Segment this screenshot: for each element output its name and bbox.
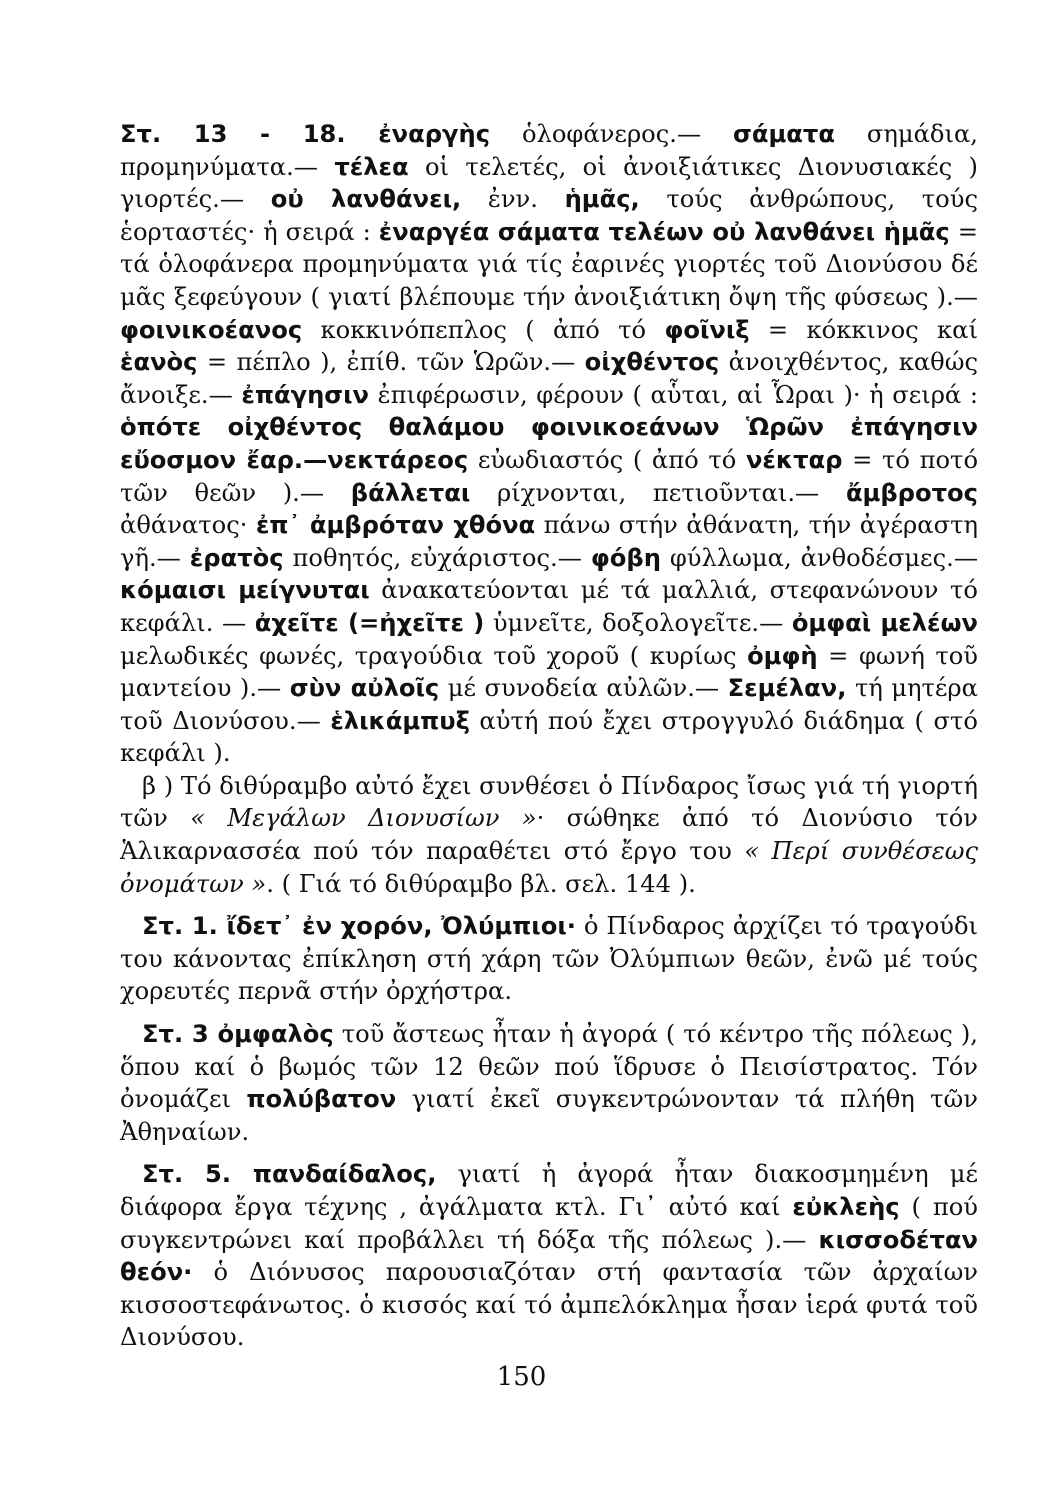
gloss-text: · σώθηκε ἀπό τό Διονύσιο τόν Ἁλικαρνασσέα πού τόν παραθέτει στό ἔργο του — [120, 804, 979, 866]
lemma: ἐναργὴς — [378, 120, 491, 148]
line-reference: Στ. 3 — [142, 1020, 218, 1049]
gloss-text: ἀνοιχθέντος, καθώς ἄνοιξε.— — [120, 348, 978, 409]
paragraph — [120, 910, 978, 1008]
lemma: ἑανὸς — [120, 348, 198, 377]
gloss-text: ( πού συγκεντρώνει καί προβάλλει τή δόξα τῆς πόλεως ).— — [120, 1193, 978, 1254]
gloss-text: ὁ Πίνδαρος ἀρχίζει τό τραγούδι του κάνοντας ἐπίκληση στή χάρη τῶν Ὀλύμπιων θεῶν, ἐνῶ μέ τούς χορευτές περνᾶ στήν ὀρχήστρα. — [120, 912, 979, 1006]
lemma: ἡμᾶς, — [564, 185, 640, 214]
gloss-text: ὑμνεῖτε, δοξολογεῖτε.— — [484, 608, 792, 637]
gloss-text: πάνω στήν ἀθάνατη, τήν ἀγέραστη γῆ.— — [120, 511, 978, 572]
lemma: φόβη — [590, 543, 661, 572]
gloss-text: ὁ Διόνυσος παρουσιαζόταν στή φαντασία τῶν ἀρχαίων κισσοστεφάνωτος. ὁ κισσός καί τό ἀμπελόκλημα ἦσαν ἱερά φυτά τοῦ Διονύσου. — [120, 1258, 978, 1352]
lemma: Σεμέλαν, — [727, 674, 847, 703]
gloss-text: τή μητέρα τοῦ Διονύσου.— — [120, 674, 978, 735]
gloss-text: = φωνή τοῦ μαντείου ).— — [120, 641, 979, 703]
paragraph — [120, 118, 978, 770]
gloss-text: ἐπιφέρωσιν, φέρουν ( αὗται, αἱ Ὧραι )· ἡ σειρά : — [369, 380, 978, 409]
gloss-text: σημάδια, προμηνύματα.— — [120, 120, 978, 181]
lemma: οἰχθέντος — [584, 348, 720, 377]
gloss-text: ἀνακατεύονται μέ τά μαλλιά, στεφανώνουν τό κεφάλι. — — [120, 576, 978, 637]
lemma: ὀμφαλὸς — [217, 1020, 334, 1049]
line-reference: Στ. 1. — [142, 912, 227, 941]
lemma: εὐκλεὴς — [792, 1193, 900, 1221]
lemma: ἄμβροτος — [845, 478, 978, 507]
gloss-text: ποθητός, εὐχάριστος.— — [283, 543, 591, 572]
gloss-text: αὐτή πού ἔχει στρογγυλό διάδημα ( στό κεφάλι ). — [120, 706, 978, 768]
lemma: ἀχεῖτε (=ἠχεῖτε ) — [254, 608, 485, 637]
title-citation: « Περί συνθέσεως ὀνομάτων » — [120, 837, 978, 898]
gloss-text: οἱ τελετές, οἱ ἀνοιξιάτικες Διονυσιακές ) γιορτές.— — [120, 152, 978, 214]
lemma: ἐπ᾽ ἀμβρόταν χθόνα — [255, 511, 536, 540]
line-reference: Στ. 5. — [142, 1160, 253, 1189]
lemma: ὀμφὴ — [747, 641, 818, 670]
gloss-text: φύλλωμα, ἀνθοδέσμες.— — [660, 543, 979, 572]
lemma: ἐπάγησιν — [241, 380, 370, 409]
lemma: κόμαισι μείγνυται — [120, 576, 370, 605]
gloss-text: κοκκινόπεπλος ( ἀπό τό — [302, 315, 665, 344]
gloss-text: μελωδικές φωνές, τραγούδια τοῦ χοροῦ ( κυρίως — [120, 641, 748, 670]
gloss-text: ἀθάνατος· — [120, 511, 256, 540]
gloss-text: ὁλοφάνερος.— — [490, 120, 734, 148]
lemma: ἑλικάμπυξ — [330, 706, 470, 735]
lemma: ὁπότε οἰχθέντος θαλάμου φοινικοεάνων Ὡρῶν ἐπάγησιν εὔοσμον ἔαρ.—νεκτάρεος — [120, 413, 978, 474]
lemma: ὀμφαὶ μελέων — [791, 608, 978, 637]
paragraph — [120, 1018, 978, 1148]
gloss-text: τούς ἀνθρώπους, τούς ἑορταστές· ἡ σειρά : — [120, 185, 978, 246]
gloss-text: μέ συνοδεία αὐλῶν.— — [439, 674, 728, 703]
gloss-text: τοῦ ἄστεως ἦταν ἡ ἀγορά ( τό κέντρο τῆς πόλεως ), ὅπου καί ὁ βωμός τῶν 12 θεῶν πού ἵδρυσε ὁ Πεισίστρατος. Τόν ὀνομάζει — [120, 1020, 978, 1114]
lemma: πολύβατον — [246, 1085, 397, 1114]
gloss-text: β ) Τό διθύραμβο αὐτό ἔχει συνθέσει ὁ Πίνδαρος ἴσως γιά τή γιορτή τῶν — [120, 771, 978, 833]
lemma: φοῖνιξ — [664, 315, 750, 344]
lemma: πανδαίδαλος, — [252, 1160, 437, 1189]
gloss-text: ἐνν. — [461, 185, 565, 214]
gloss-text: = πέπλο ), ἐπίθ. τῶν Ὡρῶν.— — [197, 348, 585, 377]
gloss-text: = τό ποτό τῶν θεῶν ).— — [120, 445, 979, 507]
gloss-text: ρίχνονται, πετιοῦνται.— — [470, 478, 846, 507]
gloss-text: γιατί ἡ ἀγορά ἦταν διακοσμημένη μέ διάφορα ἔργα τέχνης , ἀγάλματα κτλ. Γι᾽ αὐτό καί — [120, 1160, 978, 1221]
page-number: 150 — [496, 1362, 547, 1392]
lemma: τέλεα — [334, 152, 409, 181]
lemma: φοινικοέανος — [120, 315, 303, 344]
lemma: νέκταρ — [745, 445, 843, 474]
lemma: σάματα — [733, 120, 835, 148]
paragraph — [120, 1158, 978, 1354]
lemma: σὺν αὐλοῖς — [289, 674, 440, 703]
gloss-text: . ( Γιά τό διθύραμβο βλ. σελ. 144 ). — [266, 869, 696, 898]
lemma: ἐρατὸς — [189, 543, 284, 572]
lemma: ἴδετ᾽ ἐν χορόν, Ὀλύμπιοι· — [226, 912, 576, 941]
lemma: κισσοδέταν θεόν· — [120, 1225, 978, 1287]
gloss-text: γιατί ἐκεῖ συγκεντρώνονταν τά πλήθη τῶν Ἀθηναίων. — [120, 1085, 978, 1146]
lemma: βάλλεται — [350, 478, 471, 507]
title-citation: « Μεγάλων Διονυσίων » — [190, 804, 537, 833]
paragraph — [120, 770, 978, 900]
line-reference: Στ. 13 - 18. — [120, 120, 379, 148]
gloss-text: = κόκκινος καί — [749, 315, 978, 344]
lemma: ἐναργέα σάματα τελέων οὐ λανθάνει ἡμᾶς — [378, 217, 950, 246]
gloss-text: εὐωδιαστός ( ἀπό τό — [468, 445, 746, 474]
gloss-text: = τά ὁλοφάνερα προμηνύματα γιά τίς ἐαρινές γιορτές τοῦ Διονύσου δέ μᾶς ξεφεύγουν ( γιατί βλέπουμε τήν ἀνοιξιάτικη ὄψη τῆς φύσεως ).— — [120, 217, 978, 311]
commentary-text — [120, 118, 978, 1354]
lemma: οὐ λανθάνει, — [270, 185, 462, 214]
